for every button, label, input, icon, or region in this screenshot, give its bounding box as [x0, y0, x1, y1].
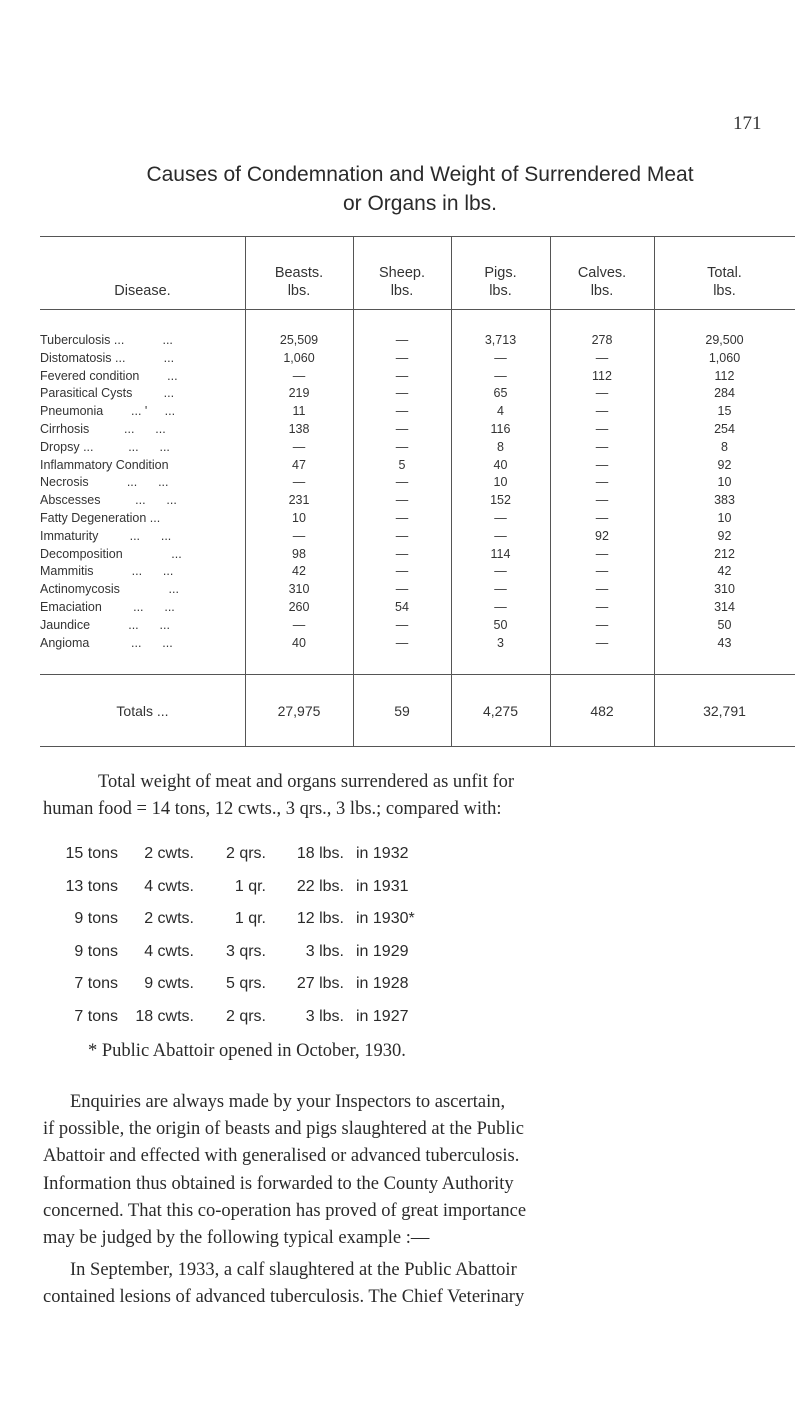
cell-pigs: — — [494, 350, 507, 365]
cell-pigs: 40 — [493, 457, 508, 472]
cell-sheep: — — [395, 404, 409, 419]
header-total-unit: lbs. — [713, 283, 736, 299]
comparison-qrs: 3 qrs. — [225, 942, 266, 960]
comparison-year: in 1927 — [356, 1007, 409, 1025]
cell-disease: Abscesses ... ... — [40, 493, 177, 508]
cell-disease: Angioma ... ... — [40, 635, 173, 650]
cell-calves: — — [595, 493, 609, 508]
comparison-year: in 1930* — [356, 910, 415, 927]
cell-total: 10 — [717, 475, 732, 490]
comparison-qrs: 2 qrs. — [225, 1007, 266, 1025]
header-total-label: Total. — [707, 265, 742, 281]
summary-line-2: human food = 14 tons, 12 cwts., 3 qrs., 3 lbs.; compared with: — [43, 799, 502, 819]
cell-calves: 92 — [595, 528, 609, 543]
header-beasts — [245, 264, 353, 300]
totals-beasts: 27,975 — [277, 703, 321, 719]
comparison-cwts: 18 cwts. — [135, 1007, 194, 1025]
cell-sheep: 5 — [398, 457, 406, 472]
comparison-qrs: 1 qr. — [234, 877, 266, 895]
cell-beasts: 260 — [288, 600, 310, 614]
cell-sheep: — — [395, 422, 409, 436]
cell-disease: Tuberculosis ... ... — [40, 333, 173, 347]
cell-calves: — — [595, 422, 609, 436]
cell-disease: Jaundice ... ... — [40, 617, 170, 632]
cell-pigs: 4 — [497, 404, 504, 419]
comparison-tons: 7 tons — [74, 1007, 118, 1025]
totals-pigs: 4,275 — [482, 703, 519, 719]
comparison-year: in 1932 — [356, 845, 409, 862]
cell-disease: Fatty Degeneration ... — [40, 511, 161, 525]
cell-beasts: — — [292, 528, 306, 543]
cell-beasts: 25,509 — [279, 333, 319, 347]
cell-total: 212 — [714, 546, 735, 561]
paragraph-line: contained lesions of advanced tuberculosis. The Chief Veterinary — [43, 1287, 525, 1308]
comparison-qrs: 1 qr. — [234, 910, 266, 927]
comparison-tons: 15 tons — [65, 845, 118, 862]
comparison-qrs: 5 qrs. — [225, 975, 266, 992]
header-calves — [550, 264, 654, 300]
cell-pigs: 50 — [493, 617, 508, 632]
comparison-lbs: 27 lbs. — [296, 975, 344, 992]
footnote: * Public Abattoir opened in October, 1930. — [88, 1041, 406, 1061]
totals-total: 32,791 — [703, 703, 746, 719]
comparison-qrs: 2 qrs. — [225, 845, 266, 862]
column-divider — [353, 236, 354, 746]
cell-calves: — — [595, 617, 609, 632]
page-title-line-1: Causes of Condemnation and Weight of Surrendered Meat — [146, 163, 694, 186]
header-calves-label: Calves. — [577, 265, 627, 281]
cell-sheep: — — [395, 564, 409, 579]
cell-total: 50 — [717, 617, 732, 632]
cell-calves: — — [595, 546, 609, 561]
page-number: 171 — [733, 113, 762, 134]
comparison-tons: 9 tons — [74, 942, 118, 960]
column-divider — [654, 236, 655, 746]
cell-pigs: — — [494, 582, 507, 597]
cell-beasts: 11 — [292, 404, 306, 419]
comparison-tons: 9 tons — [74, 910, 118, 927]
cell-calves: — — [595, 511, 609, 525]
cell-disease: Fevered condition ... — [40, 368, 178, 383]
cell-beasts: — — [292, 368, 306, 383]
cell-disease: Dropsy ... ... ... — [40, 439, 170, 454]
cell-calves: — — [595, 475, 609, 490]
cell-calves: — — [595, 600, 609, 614]
cell-sheep: 54 — [395, 600, 409, 614]
header-sheep — [353, 264, 451, 300]
cell-disease: Parasitical Cysts ... — [40, 386, 175, 401]
cell-sheep: — — [395, 333, 409, 347]
cell-total: 254 — [714, 422, 735, 436]
summary-line-1: Total weight of meat and organs surrendered as unfit for — [98, 772, 515, 792]
cell-disease: Pneumonia ... ' ... — [40, 404, 176, 419]
header-bottom-rule — [40, 309, 795, 310]
cell-disease: Emaciation ... ... — [40, 600, 175, 614]
cell-sheep: — — [395, 493, 409, 508]
comparison-year: in 1931 — [356, 877, 409, 895]
cell-beasts: 98 — [292, 546, 306, 561]
paragraph-line: In September, 1933, a calf slaughtered at the Public Abattoir — [70, 1260, 517, 1280]
cell-total: 15 — [717, 404, 732, 419]
header-pigs — [451, 264, 550, 300]
cell-sheep: — — [395, 511, 409, 525]
cell-calves: — — [595, 386, 609, 401]
cell-total: 92 — [717, 457, 732, 472]
comparison-year: in 1929 — [356, 942, 409, 960]
cell-pigs: — — [494, 564, 507, 579]
cell-total: 284 — [714, 386, 735, 401]
totals-top-rule — [40, 674, 795, 675]
cell-beasts: 138 — [288, 422, 310, 436]
cell-beasts: 10 — [292, 511, 306, 525]
cell-total: 8 — [721, 439, 728, 454]
paragraph-line: Abattoir and effected with generalised or advanced tuberculosis. — [43, 1146, 520, 1167]
cell-beasts: 219 — [288, 386, 310, 401]
comparison-tons: 7 tons — [74, 975, 118, 992]
comparison-cwts: 2 cwts. — [144, 910, 194, 927]
comparison-cwts: 9 cwts. — [144, 975, 194, 992]
cell-sheep: — — [395, 350, 409, 365]
cell-total: 383 — [714, 493, 735, 508]
header-sheep-label: Sheep. — [379, 265, 425, 281]
cell-pigs: 10 — [493, 475, 508, 490]
comparison-cwts: 4 cwts. — [144, 877, 194, 895]
cell-sheep: — — [395, 546, 409, 561]
comparison-lbs: 22 lbs. — [296, 877, 344, 895]
cell-disease: Actinomycosis ... — [40, 582, 179, 597]
paragraph-line: Information thus obtained is forwarded to the County Authority — [43, 1173, 514, 1194]
cell-pigs: 152 — [490, 493, 511, 508]
comparison-year: in 1928 — [356, 975, 409, 992]
cell-pigs: — — [494, 511, 507, 525]
cell-sheep: — — [395, 582, 409, 597]
column-divider — [550, 236, 551, 746]
paragraph-line: may be judged by the following typical example :— — [43, 1228, 430, 1248]
cell-total: 310 — [714, 582, 735, 597]
cell-sheep: — — [395, 617, 409, 632]
cell-beasts: 42 — [292, 564, 306, 579]
cell-beasts: 47 — [292, 457, 306, 472]
totals-label: Totals ... — [116, 703, 169, 719]
cell-total: 43 — [717, 635, 732, 650]
cell-calves: — — [595, 404, 609, 419]
cell-pigs: 3 — [497, 635, 504, 650]
cell-calves: 278 — [591, 333, 613, 347]
cell-calves: 112 — [592, 368, 612, 383]
header-sheep-unit: lbs. — [390, 283, 414, 299]
cell-beasts: 310 — [288, 582, 310, 597]
page-title-line-2: or Organs in lbs. — [342, 192, 498, 215]
cell-pigs: 3,713 — [484, 333, 517, 347]
header-beasts-unit: lbs. — [287, 283, 311, 299]
paragraph-line: if possible, the origin of beasts and pigs slaughtered at the Public — [43, 1119, 524, 1140]
header-pigs-unit: lbs. — [489, 283, 512, 299]
cell-calves: — — [595, 582, 609, 597]
column-divider — [451, 236, 452, 746]
cell-total: 112 — [714, 368, 735, 383]
cell-disease: Decomposition ... — [40, 546, 182, 561]
cell-calves: — — [595, 564, 609, 579]
cell-pigs: 116 — [490, 422, 511, 436]
column-divider — [245, 236, 246, 746]
cell-total: 1,060 — [708, 350, 741, 365]
cell-disease: Inflammatory Condition — [40, 457, 169, 472]
totals-sheep: 59 — [394, 703, 410, 719]
header-pigs-label: Pigs. — [484, 265, 517, 281]
comparison-lbs: 3 lbs. — [305, 1007, 344, 1025]
cell-pigs: — — [494, 368, 507, 383]
cell-sheep: — — [395, 386, 409, 401]
cell-calves: — — [595, 350, 609, 365]
cell-disease: Cirrhosis ... ... — [40, 422, 166, 436]
comparison-lbs: 18 lbs. — [296, 845, 344, 862]
cell-beasts: — — [292, 475, 306, 490]
cell-beasts: 40 — [292, 635, 306, 650]
cell-calves: — — [595, 635, 609, 650]
cell-beasts: 1,060 — [283, 350, 315, 365]
cell-disease: Distomatosis ... ... — [40, 350, 175, 365]
condemnation-table — [40, 236, 795, 746]
cell-disease: Immaturity ... ... — [40, 528, 172, 543]
header-beasts-label: Beasts. — [274, 265, 324, 281]
comparison-lbs: 3 lbs. — [305, 942, 344, 960]
cell-total: 314 — [714, 600, 735, 614]
cell-pigs: 114 — [490, 546, 511, 561]
header-total — [654, 264, 795, 300]
cell-sheep: — — [395, 528, 409, 543]
table-top-rule — [40, 236, 795, 237]
cell-pigs: 65 — [493, 386, 508, 401]
cell-total: 29,500 — [705, 333, 744, 347]
cell-calves: — — [595, 439, 609, 454]
header-calves-unit: lbs. — [590, 283, 614, 299]
cell-pigs: — — [494, 528, 507, 543]
cell-calves: — — [595, 457, 609, 472]
cell-beasts: — — [292, 439, 306, 454]
cell-total: 42 — [717, 564, 732, 579]
table-bottom-rule — [40, 746, 795, 747]
cell-beasts: 231 — [288, 493, 310, 508]
cell-total: 10 — [717, 511, 732, 525]
cell-total: 92 — [717, 528, 732, 543]
cell-sheep: — — [395, 439, 409, 454]
cell-beasts: — — [292, 617, 306, 632]
comparison-tons: 13 tons — [65, 877, 118, 895]
comparison-lbs: 12 lbs. — [296, 910, 344, 927]
header-disease: Disease. — [114, 283, 171, 299]
totals-calves: 482 — [590, 703, 614, 719]
comparison-cwts: 2 cwts. — [144, 845, 194, 862]
cell-sheep: — — [395, 475, 409, 490]
paragraph-line: Enquiries are always made by your Inspectors to ascertain, — [70, 1092, 506, 1112]
cell-disease: Mammitis ... ... — [40, 564, 174, 579]
cell-disease: Necrosis ... ... — [40, 475, 169, 490]
cell-sheep: — — [395, 368, 409, 383]
cell-sheep: — — [395, 635, 409, 650]
cell-pigs: — — [494, 600, 507, 614]
comparison-cwts: 4 cwts. — [144, 942, 194, 960]
cell-pigs: 8 — [497, 439, 504, 454]
paragraph-line: concerned. That this co-operation has proved of great importance — [43, 1200, 527, 1221]
